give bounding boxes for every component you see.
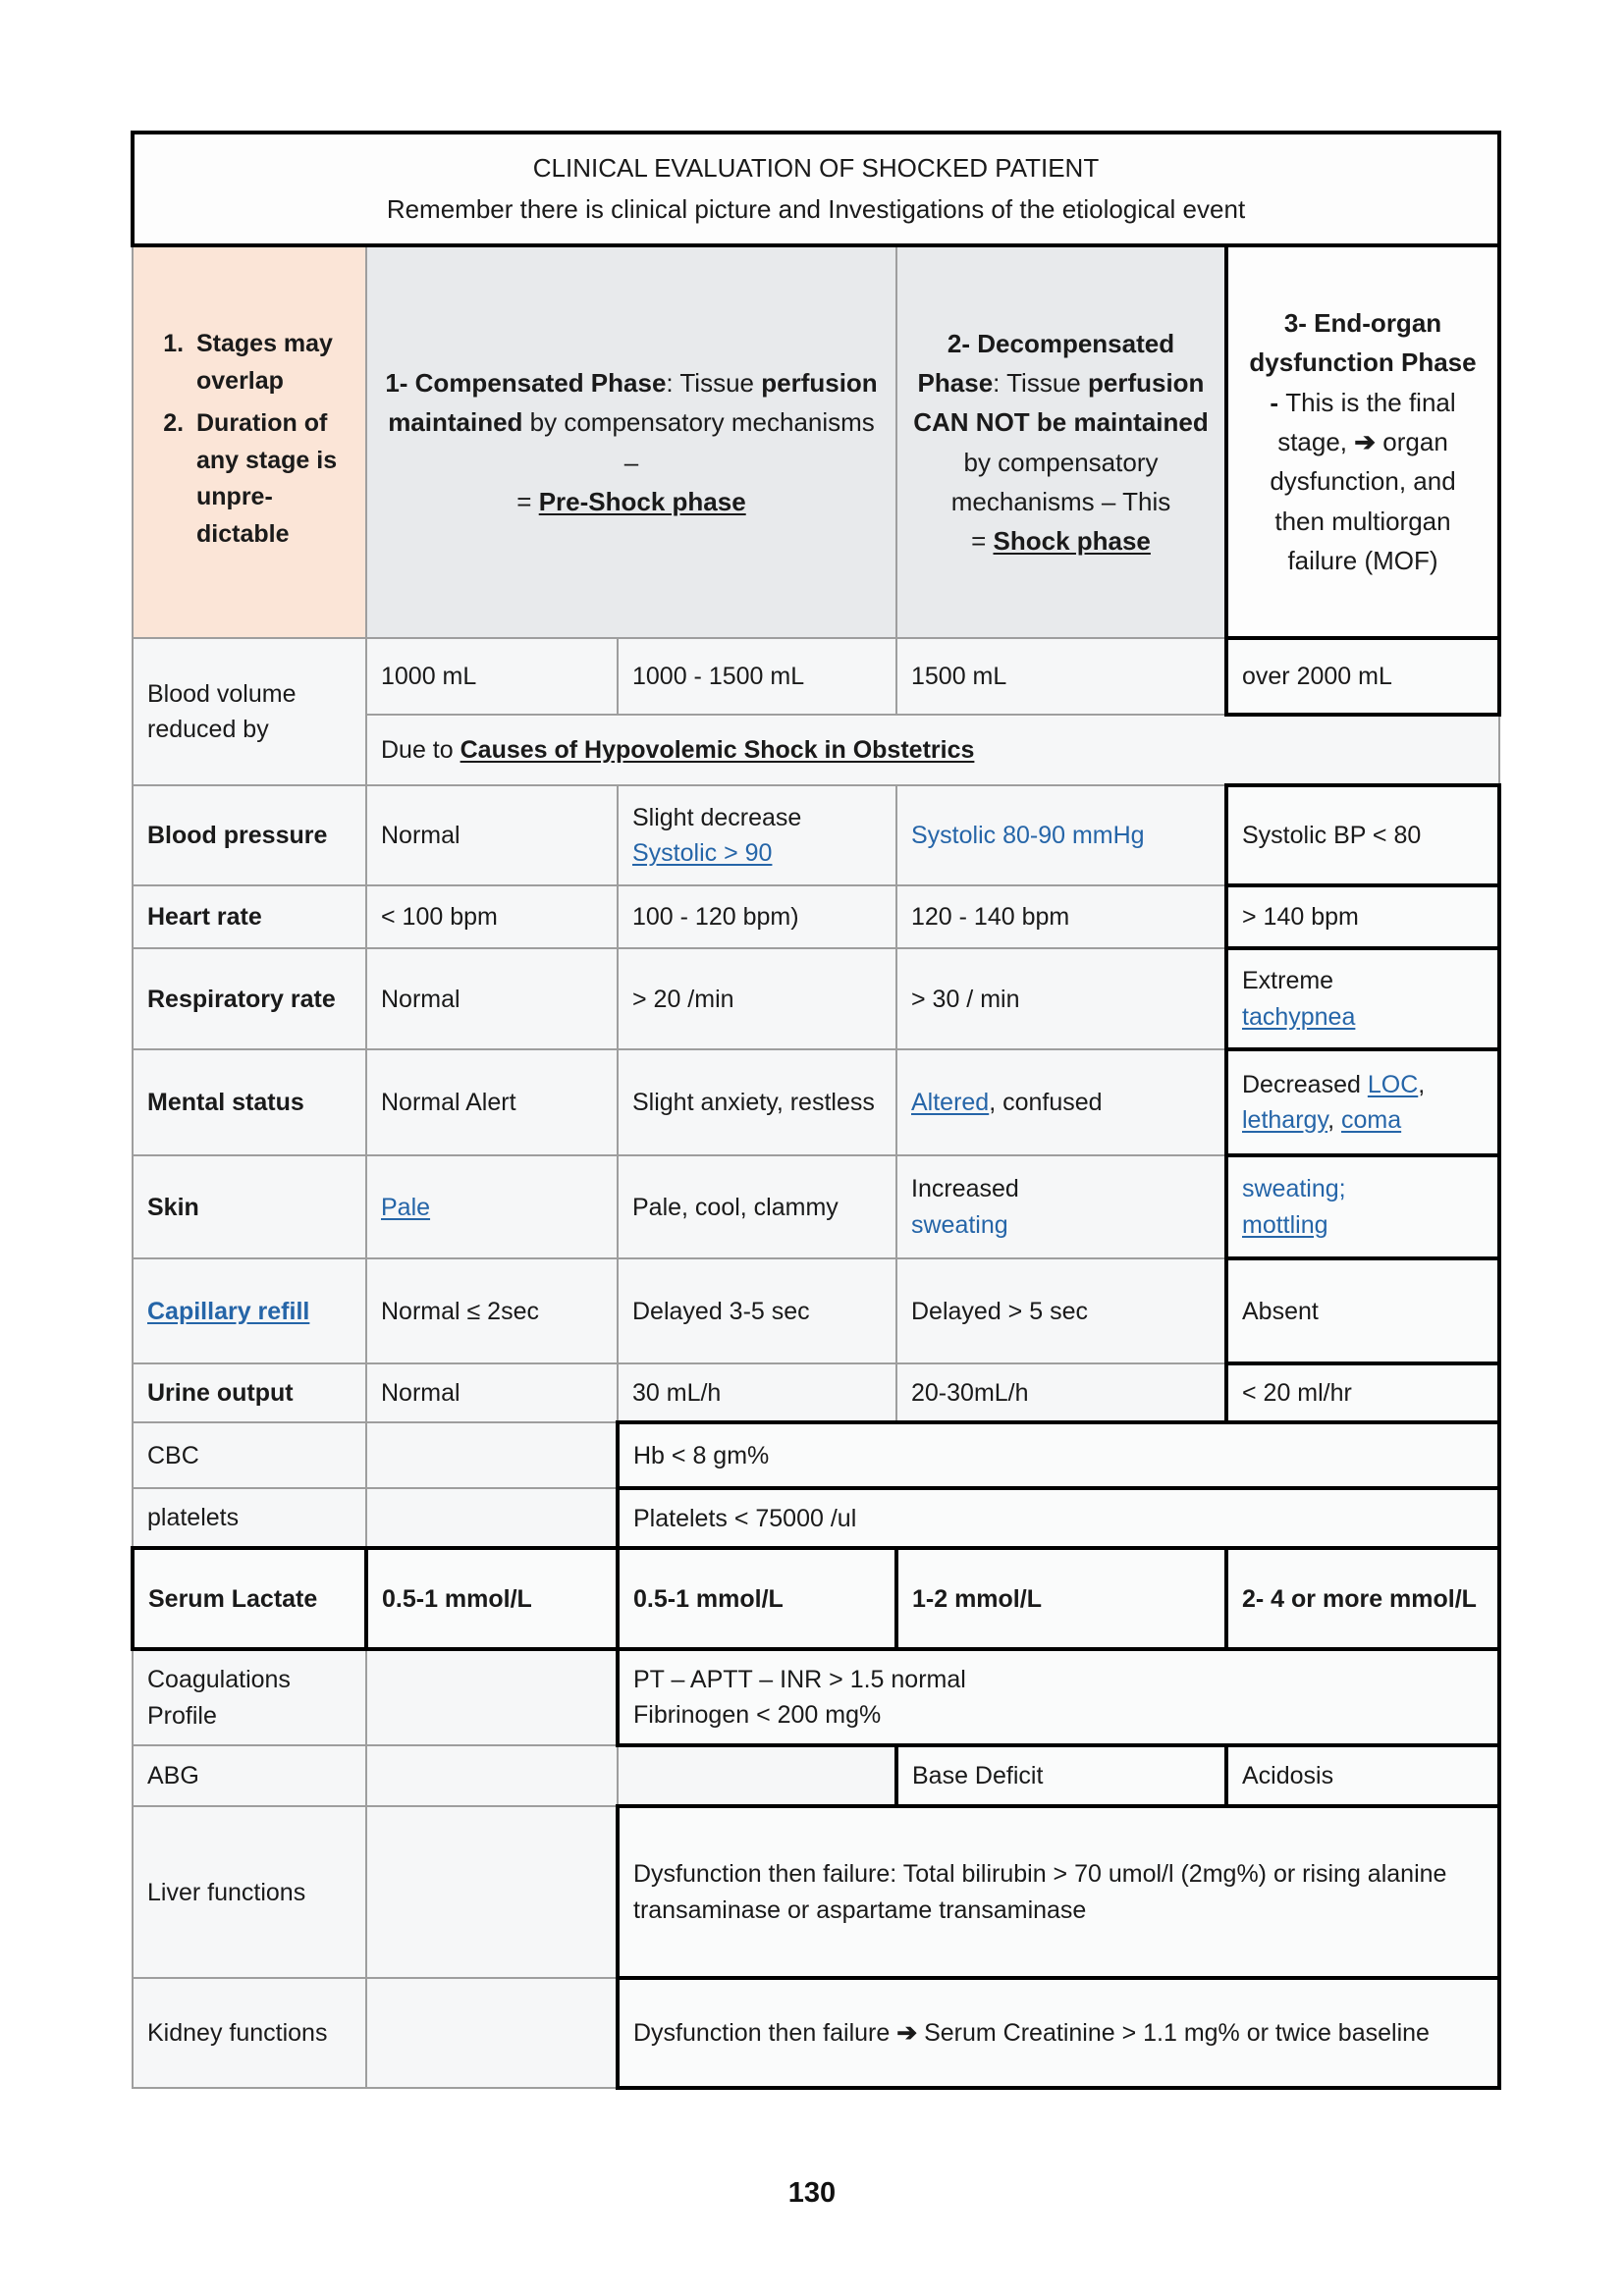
text-segment: tachypnea [1242, 1002, 1356, 1031]
row-label-platelets [133, 1488, 366, 1548]
cell-lactate-phase3 [1226, 1548, 1499, 1649]
text-segment: Normal [381, 822, 460, 850]
text-segment: Slight anxiety, restless [632, 1089, 875, 1117]
text-segment: Causes of Hypovolemic Shock in Obstetrics [460, 736, 975, 765]
text-segment: Pre-Shock phase [538, 486, 746, 516]
row-label-liver-functions [133, 1806, 366, 1978]
cell-rr-phase2 [896, 948, 1226, 1049]
cell-bp-phase1 [366, 785, 618, 885]
row-label-mental-status [133, 1049, 366, 1155]
text-segment: 0.5-1 mmol/L [382, 1584, 532, 1613]
cell-lactate-phase2 [896, 1548, 1226, 1649]
text-segment: Normal ≤ 2sec [381, 1297, 539, 1325]
text-segment: LOC [1367, 1070, 1419, 1098]
text-segment: 0.5-1 mmol/L [633, 1584, 784, 1613]
cell-lactate-phase1b [618, 1548, 896, 1649]
cell-blood-volume-phase3 [1226, 638, 1499, 715]
cell-ms-phase1 [366, 1049, 618, 1155]
text-segment: , [1418, 1070, 1426, 1098]
text-segment: = [516, 486, 539, 516]
text-segment: , [1327, 1106, 1341, 1135]
text-segment: by compensatory mechanisms – [522, 407, 875, 477]
text-segment: : Tissue [993, 368, 1088, 399]
cell-bp-phase1b [618, 785, 896, 885]
cell-abg-acidosis [1226, 1745, 1499, 1806]
cell-abg-base-deficit [896, 1745, 1226, 1806]
text-segment: Absent [1242, 1297, 1319, 1325]
row-label-heart-rate [133, 885, 366, 948]
cell-cbc-empty [366, 1422, 618, 1488]
row-label-cbc [133, 1422, 366, 1488]
row-label-blood-pressure [133, 785, 366, 885]
text-segment: ➔ [1354, 427, 1377, 457]
row-label-kidney-functions [133, 1978, 366, 2088]
cell-bp-phase2 [896, 785, 1226, 885]
text-segment: < 100 bpm [381, 903, 498, 932]
text-segment: mottling [1242, 1210, 1328, 1239]
table-title-cell [133, 133, 1499, 245]
text-segment: > 30 / min [911, 985, 1020, 1013]
text-segment: Pale [381, 1193, 431, 1221]
text-segment: Systolic > 90 [632, 839, 773, 868]
cell-capillary-phase2 [896, 1258, 1226, 1363]
text-segment: 1000 mL [381, 663, 477, 691]
header-phase1-compensated [366, 245, 896, 638]
text-segment: Dysfunction then failure: Total bilirubin > 70 umol/l (2mg%) or rising alanine transaminase or aspartame transaminase [633, 1860, 1447, 1924]
text-segment: perfusion maintained [388, 368, 878, 438]
text-segment: Respiratory rate [147, 985, 336, 1013]
text-segment: by compensatory mechanisms – This [950, 447, 1171, 516]
text-segment: 2- Decompensated Phase [917, 328, 1175, 399]
text-segment: , confused [989, 1089, 1103, 1117]
text-segment: 20-30mL/h [911, 1378, 1029, 1407]
cell-blood-volume-phase2 [896, 638, 1226, 715]
cell-hr-phase1b [618, 885, 896, 948]
text-segment: organ dysfunction, and then multiorgan failure (MOF) [1270, 427, 1456, 575]
row-label-abg [133, 1745, 366, 1806]
cell-blood-volume-phase1 [366, 638, 618, 715]
text-segment: 100 - 120 bpm) [632, 903, 799, 932]
text-segment: Blood volume reduced by [147, 679, 297, 744]
cell-capillary-phase3 [1226, 1258, 1499, 1363]
text-segment: perfusion CAN NOT be maintained [913, 368, 1209, 438]
cell-blood-volume-phase1b [618, 638, 896, 715]
text-segment: < 20 ml/hr [1242, 1379, 1352, 1408]
text-segment: 30 mL/h [632, 1378, 722, 1407]
cell-capillary-phase1b [618, 1258, 896, 1363]
header-notes-list [149, 326, 357, 553]
text-segment: Base Deficit [912, 1762, 1044, 1790]
cell-hr-phase1 [366, 885, 618, 948]
cell-rr-phase3 [1226, 948, 1499, 1049]
text-segment: Coagulations Profile [147, 1666, 291, 1730]
text-segment: Blood pressure [147, 822, 328, 850]
text-segment: Kidney functions [147, 2019, 328, 2048]
cell-cbc-value [618, 1422, 1499, 1488]
cell-bp-phase3 [1226, 785, 1499, 885]
text-segment: > 20 /min [632, 985, 734, 1013]
text-segment: 120 - 140 bpm [911, 903, 1070, 932]
text-segment: > 140 bpm [1242, 903, 1359, 932]
row-label-serum-lactate [133, 1548, 366, 1649]
clinical-evaluation-table [131, 131, 1501, 2090]
text-segment: platelets [147, 1504, 240, 1532]
cell-liver-empty [366, 1806, 618, 1978]
text-segment: Serum Creatinine > 1.1 mg% or twice baseline [917, 2019, 1430, 2048]
cell-capillary-phase1 [366, 1258, 618, 1363]
text-segment: 1000 - 1500 mL [632, 663, 805, 691]
table-title-line2: Remember there is clinical picture and Investigations of the etiological event [386, 193, 1246, 224]
row-label-capillary-refill [133, 1258, 366, 1363]
cell-urine-phase1b [618, 1363, 896, 1422]
cell-platelets-value [618, 1488, 1499, 1548]
cell-hr-phase2 [896, 885, 1226, 948]
text-segment: Skin [147, 1193, 199, 1221]
text-segment: Hb < 8 gm% [633, 1441, 770, 1469]
text-segment: PT – APTT – INR > 1.5 normal [633, 1665, 966, 1693]
text-segment: ABG [147, 1762, 199, 1790]
text-segment: Urine output [147, 1379, 294, 1408]
text-segment: Delayed 3-5 sec [632, 1297, 810, 1325]
text-segment: Mental status [147, 1089, 304, 1117]
text-segment: Systolic BP < 80 [1242, 822, 1422, 850]
text-segment: lethargy [1242, 1106, 1328, 1135]
text-segment: CBC [147, 1441, 199, 1469]
text-segment: 3- End-organ dysfunction Phase - [1249, 308, 1477, 417]
cell-due-to-causes [366, 715, 1499, 785]
text-segment: Due to [381, 736, 460, 765]
text-segment: sweating; [1242, 1175, 1346, 1203]
cell-ms-phase2 [896, 1049, 1226, 1155]
cell-coagulations-value [618, 1649, 1499, 1745]
cell-rr-phase1 [366, 948, 618, 1049]
text-segment: 1- Compensated Phase [385, 368, 667, 399]
cell-abg-empty2 [618, 1745, 896, 1806]
header-notes-cell [133, 245, 366, 638]
cell-urine-phase1 [366, 1363, 618, 1422]
cell-kidney-empty [366, 1978, 618, 2088]
cell-skin-phase1 [366, 1155, 618, 1258]
row-label-respiratory-rate [133, 948, 366, 1049]
cell-lactate-phase1 [366, 1548, 618, 1649]
text-segment: Increased [911, 1175, 1019, 1203]
text-segment: Acidosis [1242, 1762, 1334, 1790]
text-segment: Delayed > 5 sec [911, 1297, 1088, 1325]
text-segment: Heart rate [147, 903, 262, 932]
text-segment: Normal [381, 985, 460, 1013]
cell-urine-phase3 [1226, 1363, 1499, 1422]
row-label-blood-volume [133, 638, 366, 785]
text-segment: 1-2 mmol/L [912, 1584, 1042, 1613]
text-segment: Altered [911, 1089, 990, 1117]
text-segment: Decreased [1242, 1070, 1368, 1098]
text-segment: ➔ [896, 2019, 918, 2048]
row-label-urine-output [133, 1363, 366, 1422]
text-segment: sweating [911, 1210, 1008, 1239]
text-segment: This is the final stage, [1277, 387, 1456, 457]
text-segment: Platelets < 75000 /ul [633, 1504, 857, 1532]
cell-skin-phase2 [896, 1155, 1226, 1258]
text-segment: Normal Alert [381, 1089, 516, 1117]
text-segment: Pale, cool, clammy [632, 1193, 839, 1221]
cell-skin-phase3 [1226, 1155, 1499, 1258]
cell-hr-phase3 [1226, 885, 1499, 948]
page-number: 130 [787, 2177, 837, 2209]
cell-ms-phase3 [1226, 1049, 1499, 1155]
cell-abg-empty1 [366, 1745, 618, 1806]
table-title-line1: CLINICAL EVALUATION OF SHOCKED PATIENT [532, 153, 1100, 183]
text-segment: : Tissue [666, 368, 762, 399]
text-segment: over 2000 mL [1242, 663, 1392, 691]
text-segment: Normal [381, 1379, 460, 1408]
text-segment: Dysfunction then failure [633, 2019, 897, 2048]
header-phase3-end-organ [1226, 245, 1499, 638]
text-segment: Capillary refill [147, 1297, 310, 1325]
cell-platelets-empty [366, 1488, 618, 1548]
cell-kidney-value [618, 1978, 1499, 2088]
cell-skin-phase1b [618, 1155, 896, 1258]
text-segment: = [971, 526, 994, 557]
text-segment: 2- 4 or more mmol/L [1242, 1584, 1477, 1613]
list-item: 1. Stages may overlap [190, 326, 357, 400]
document-page [131, 131, 1497, 2090]
row-label-skin [133, 1155, 366, 1258]
text-segment: Systolic 80-90 mmHg [911, 822, 1145, 850]
text-segment: Slight decrease [632, 803, 802, 831]
text-segment: Shock phase [993, 526, 1151, 557]
text-segment: Extreme [1242, 967, 1334, 995]
cell-liver-value [618, 1806, 1499, 1978]
text-segment: Liver functions [147, 1878, 306, 1906]
cell-urine-phase2 [896, 1363, 1226, 1422]
text-segment: Fibrinogen < 200 mg% [633, 1701, 882, 1730]
row-label-coagulations-profile [133, 1649, 366, 1745]
cell-ms-phase1b [618, 1049, 896, 1155]
list-item: 2. Duration of any stage is unpre-dictable [190, 405, 357, 553]
cell-coagulations-empty [366, 1649, 618, 1745]
text-segment: Serum Lactate [148, 1584, 318, 1613]
cell-rr-phase1b [618, 948, 896, 1049]
text-segment: 1500 mL [911, 663, 1007, 691]
header-phase2-decompensated [896, 245, 1226, 638]
text-segment: coma [1341, 1106, 1402, 1135]
